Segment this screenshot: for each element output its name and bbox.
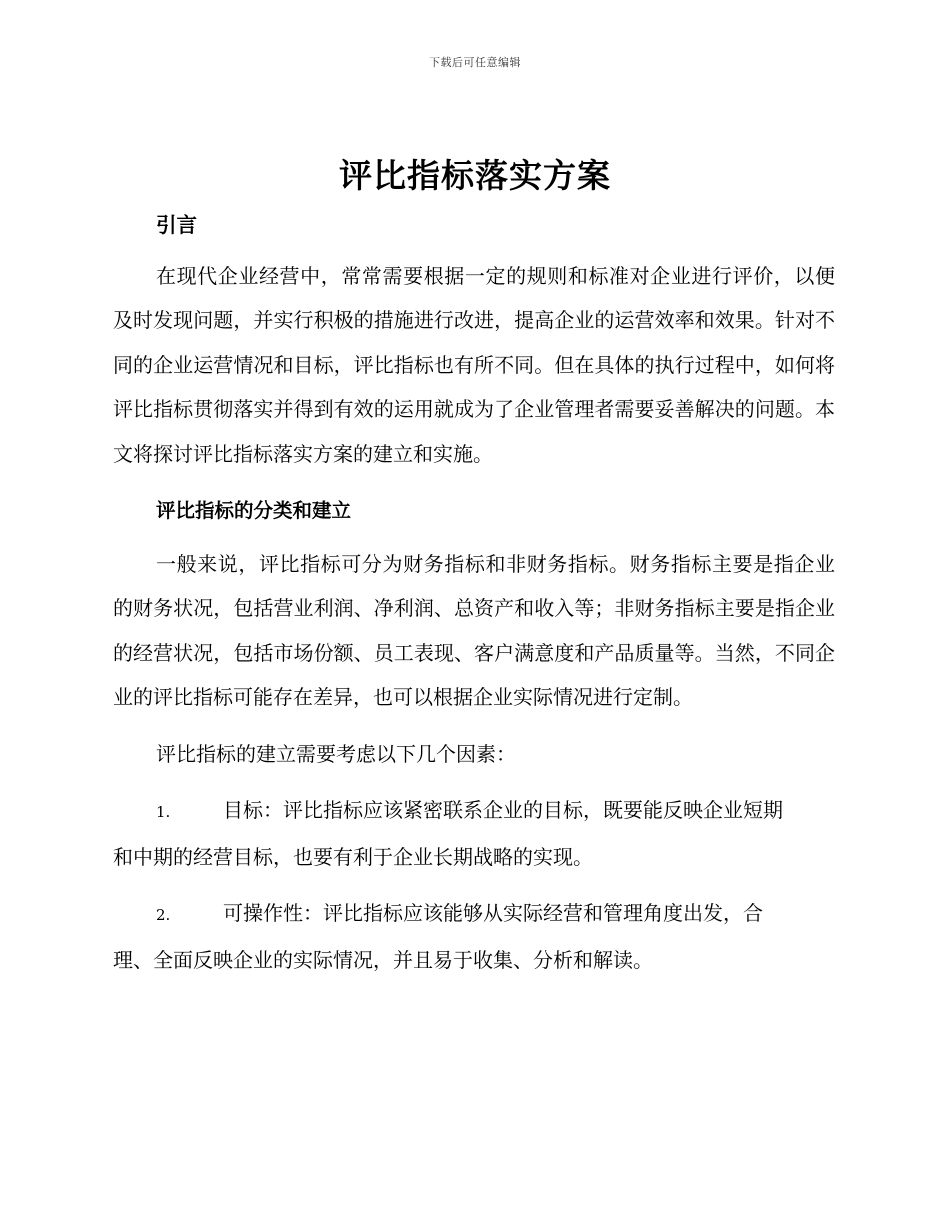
list-item-continuation: 理、全面反映企业的实际情况，并且易于收集、分析和解读。	[113, 947, 653, 972]
list-item-2	[113, 891, 835, 982]
header-note: 下载后可任意编辑	[429, 56, 521, 69]
document-body	[113, 203, 835, 994]
list-item-text: 可操作性：评比指标应该能够从实际经营和管理角度出发，合	[223, 901, 763, 925]
list-number: 1.	[156, 803, 171, 821]
factors-intro: 评比指标的建立需要考虑以下几个因素：	[156, 741, 516, 766]
list-number: 2.	[156, 906, 171, 924]
list-item-continuation: 和中期的经营目标，也要有利于企业长期战略的实现。	[113, 844, 593, 869]
classification-paragraph: 一般来说，评比指标可分为财务指标和非财务指标。财务指标主要是指企业的财务状况，包括营业利润、净利润、总资产和收入等；非财务指标主要是指企业的经营状况，包括市场份额、员工表现、客户满意度和产品质量等。当然，不同企业的评比指标可能存在差异，也可以根据企业实际情况进行定制。	[113, 551, 835, 709]
list-item-1	[113, 788, 835, 879]
classification-heading: 评比指标的分类和建立	[156, 499, 352, 522]
intro-paragraph: 在现代企业经营中，常常需要根据一定的规则和标准对企业进行评价，以便及时发现问题，并实行积极的措施进行改进，提高企业的运营效率和效果。针对不同的企业运营情况和目标，评比指标也有所不同。但在具体的执行过程中，如何将评比指标贯彻落实并得到有效的运用就成为了企业管理者需要妥善解决的问题。本文将探讨评比指标落实方案的建立和实施。	[113, 263, 835, 466]
intro-heading: 引言	[156, 213, 197, 237]
list-item-text: 目标：评比指标应该紧密联系企业的目标，既要能反映企业短期	[223, 798, 783, 822]
document-title: 评比指标落实方案	[339, 156, 611, 195]
